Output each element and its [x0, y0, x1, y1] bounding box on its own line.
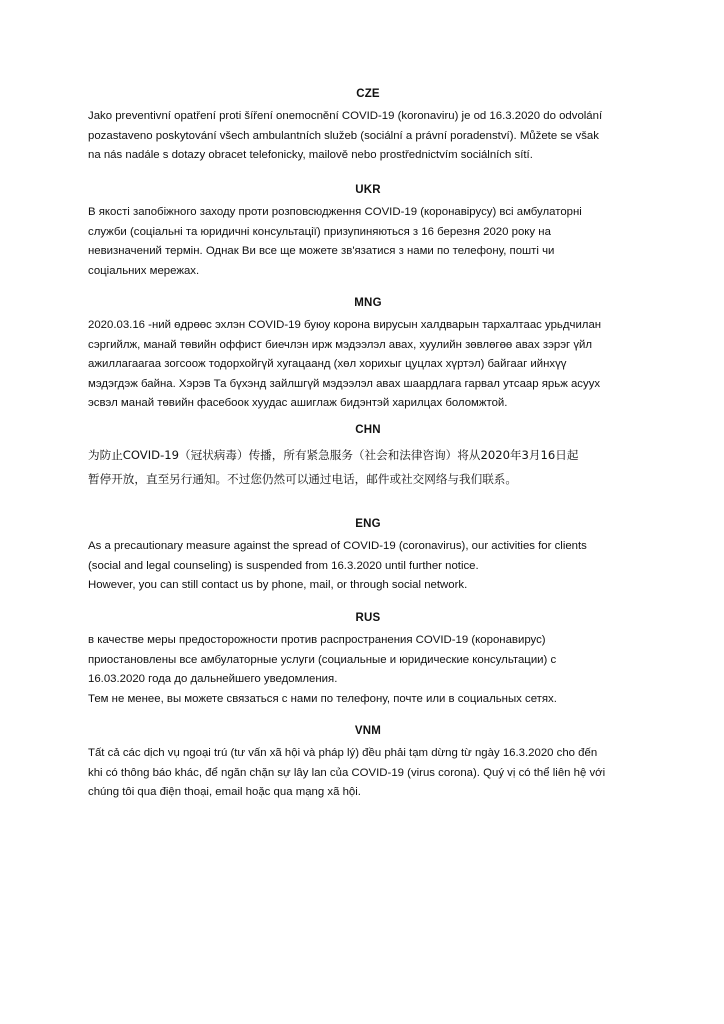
section-paragraph: В якості запобіжного заходу проти розповсюдження COVID-19 (коронавірусу) всі амбулаторні служби (соціальні та юридичні консультації) призупиняються з 16 березня 2020 року на невизначений термін. Однак Ви все ще можете зв'язатися з нами по телефону, пошті чи соціальних мережах.	[88, 206, 582, 277]
section-paragraph: 为防止COVID-19（冠状病毒）传播，所有紧急服务（社会和法律咨询）将从2020年3月16日起 暂停开放，直至另行通知。不过您仍然可以通过电话，邮件或社交网络与我们联系。	[88, 448, 579, 486]
section-paragraph: в качестве меры предосторожности против распространения COVID-19 (коронавирус) приостановлены все амбулаторные услуги (социальные и юридические консультации) с 16.03.2020 года до дальнейшего уведомления. Тем не менее, вы можете связаться с нами по телефону, почте или в социальных сетях.	[88, 634, 557, 705]
section-paragraph: Tất cả các dịch vụ ngoại trú (tư vấn xã hội và pháp lý) đều phải tạm dừng từ ngày 16.3.2020 cho đến khi có thông báo khác, để ngăn chặn sự lây lan của COVID-19 (virus corona). Quý vị có thể liên hệ với chúng tôi qua điện thoại, email hoặc qua mạng xã hội.	[88, 747, 606, 798]
section-chn	[88, 423, 648, 491]
language-code-heading: VNM	[354, 725, 382, 737]
language-code-heading: CHN	[355, 424, 381, 436]
section-rus	[88, 611, 648, 709]
section-eng	[88, 517, 648, 596]
section-paragraph: As a precautionary measure against the spread of COVID-19 (coronavirus), our activities for clients (social and legal counseling) is suspended from 16.3.2020 until further notice. However, you can still contact us by phone, mail, or through social network.	[88, 540, 587, 591]
language-code-heading: MNG	[354, 297, 382, 309]
language-code-heading: RUS	[355, 612, 381, 624]
language-code-heading: CZE	[356, 88, 380, 100]
section-ukr	[88, 183, 648, 281]
section-vnm	[88, 724, 648, 803]
section-paragraph: 2020.03.16 -ний өдрөөс эхлэн COVID-19 буюу корона вирусын халдварын тархалтаас урьдчилан сэргийлж, манай төвийн оффист биечлэн ирж мэдээлэл авах, хуулийн зөвлөгөө авах зэрэг үйл ажиллагаагаа зогсоож тодорхойгүй хугацаанд (хөл хорихыг цуцлах хүртэл) байгааг ийнхүү мэдэгдэж байна. Хэрэв Та бүхэнд зайлшгүй мэдээлэл авах шаардлага гарвал утсаар ярьж асуух эсвэл манай төвийн фасебоок хуудас ашиглаж бидэнтэй харилцах боломжтой.	[88, 319, 602, 409]
section-mng	[88, 296, 648, 414]
language-code-heading: ENG	[355, 518, 381, 530]
language-code-heading: UKR	[355, 184, 381, 196]
section-cze	[88, 87, 648, 166]
section-paragraph: Jako preventivní opatření proti šíření onemocnění COVID-19 (koronaviru) je od 16.3.2020 do odvolání pozastaveno poskytování všech ambulantních služeb (sociální a právní poradenství). Můžete se však na nás nadále s dotazy obracet telefonicky, mailově nebo prostřednictvím sociálních sítí.	[88, 110, 603, 161]
